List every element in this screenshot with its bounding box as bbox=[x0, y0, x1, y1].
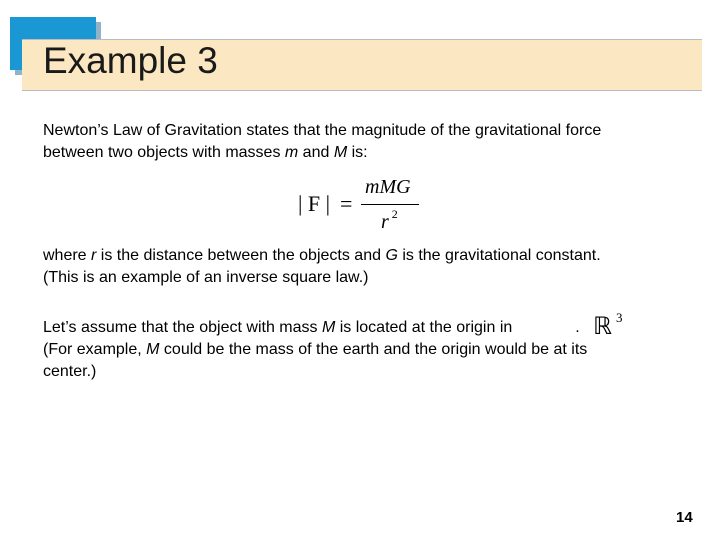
text: where bbox=[43, 247, 92, 264]
formula-equals: = bbox=[340, 191, 353, 216]
text: . bbox=[575, 319, 580, 336]
r3-exponent: 3 bbox=[616, 310, 623, 325]
formula-r: r bbox=[381, 211, 389, 233]
real-numbers-symbol: ℝ bbox=[593, 314, 613, 340]
text: between two objects with masses bbox=[43, 144, 285, 161]
slide-title: Example 3 bbox=[43, 40, 218, 81]
variable-m: m bbox=[284, 144, 299, 161]
variable-r: r bbox=[91, 247, 97, 264]
text: Newton’s Law of Gravitation states that the magnitude of the gravitational force bbox=[43, 122, 602, 139]
variable-G: G bbox=[385, 247, 398, 264]
text: (For example, bbox=[43, 341, 147, 358]
text: could be the mass of the earth and the origin would be at its bbox=[159, 341, 588, 358]
text: is the distance between the objects and bbox=[96, 247, 386, 264]
variable-M: M bbox=[321, 319, 336, 336]
text: Let’s assume that the object with mass bbox=[43, 319, 322, 336]
text: center.) bbox=[43, 363, 97, 380]
variable-M: M bbox=[333, 144, 348, 161]
text: is: bbox=[347, 144, 368, 161]
formula-force-magnitude: | F | bbox=[298, 191, 331, 216]
text: (This is an example of an inverse square law.) bbox=[43, 269, 369, 286]
paragraph-gravitation-law bbox=[43, 120, 601, 164]
fraction-bar bbox=[361, 204, 419, 205]
formula-numerator: mMG bbox=[365, 176, 411, 198]
variable-M: M bbox=[146, 341, 160, 358]
text: is located at the origin in bbox=[335, 319, 513, 336]
paragraph-origin-assumption bbox=[43, 317, 587, 383]
r3-symbol bbox=[593, 310, 623, 341]
formula-exponent: 2 bbox=[391, 207, 398, 221]
gravitation-formula bbox=[298, 174, 438, 234]
paragraph-distance-constant bbox=[43, 245, 601, 289]
page-number: 14 bbox=[676, 509, 693, 526]
formula-denominator bbox=[381, 207, 398, 234]
text: and bbox=[298, 144, 334, 161]
text: is the gravitational constant. bbox=[397, 247, 601, 264]
